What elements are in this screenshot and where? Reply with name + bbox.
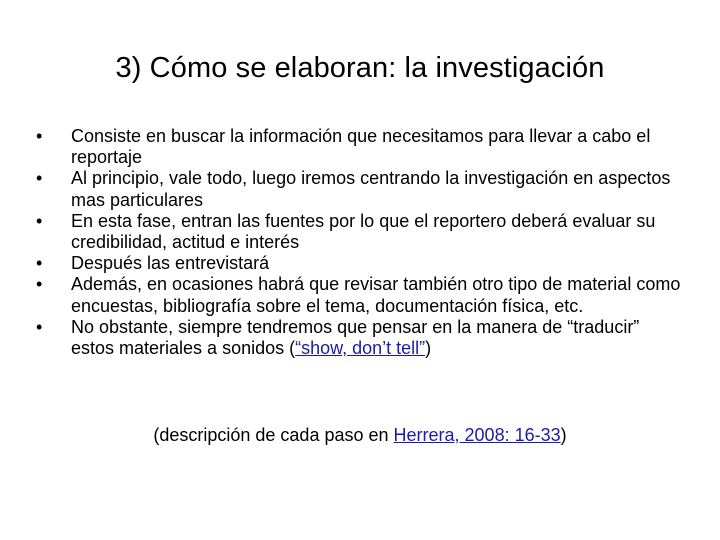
- bullet-text: Consiste en buscar la información que necesitamos para llevar a cabo el reportaje: [71, 126, 651, 168]
- footer-note: [0, 423, 720, 447]
- footer-text-before-link: (descripción de cada paso en: [153, 425, 394, 445]
- bullet-icon: •: [36, 126, 43, 146]
- footer-text-after-link: ): [560, 425, 567, 445]
- bullet-text: Además, en ocasiones habrá que revisar también otro tipo de material como encuestas, bibliografía sobre el tema, documentación física, etc.: [71, 274, 681, 316]
- bullet-text: En esta fase, entran las fuentes por lo que el reportero deberá evaluar su credibilidad, actitud e interés: [71, 210, 656, 253]
- bullet-list: [36, 126, 686, 359]
- bullet-item: [36, 168, 686, 210]
- bullet-text: Después las entrevistará: [71, 253, 270, 274]
- bullet-text-after-link: ): [425, 338, 432, 359]
- herrera-reference-link[interactable]: Herrera, 2008: 16-33: [393, 425, 561, 445]
- bullet-icon: •: [36, 316, 43, 337]
- show-dont-tell-link[interactable]: “show, don’t tell”: [295, 338, 426, 359]
- bullet-icon: •: [36, 274, 43, 295]
- slide-title: 3) Cómo se elaboran: la investigación: [115, 52, 605, 84]
- bullet-icon: •: [36, 253, 43, 274]
- bullet-item: [36, 253, 686, 274]
- bullet-item: [36, 274, 686, 316]
- bullet-icon: •: [36, 210, 43, 231]
- bullet-item: [36, 211, 686, 253]
- bullet-text: Al principio, vale todo, luego iremos centrando la investigación en aspectos mas particulares: [71, 168, 671, 210]
- bullet-item: [36, 126, 686, 168]
- bullet-item: [36, 317, 686, 359]
- bullet-text-before-link: No obstante, siempre tendremos que pensar en la manera de “traducir” estos materiales a sonidos (: [71, 316, 640, 359]
- bullet-icon: •: [36, 168, 43, 189]
